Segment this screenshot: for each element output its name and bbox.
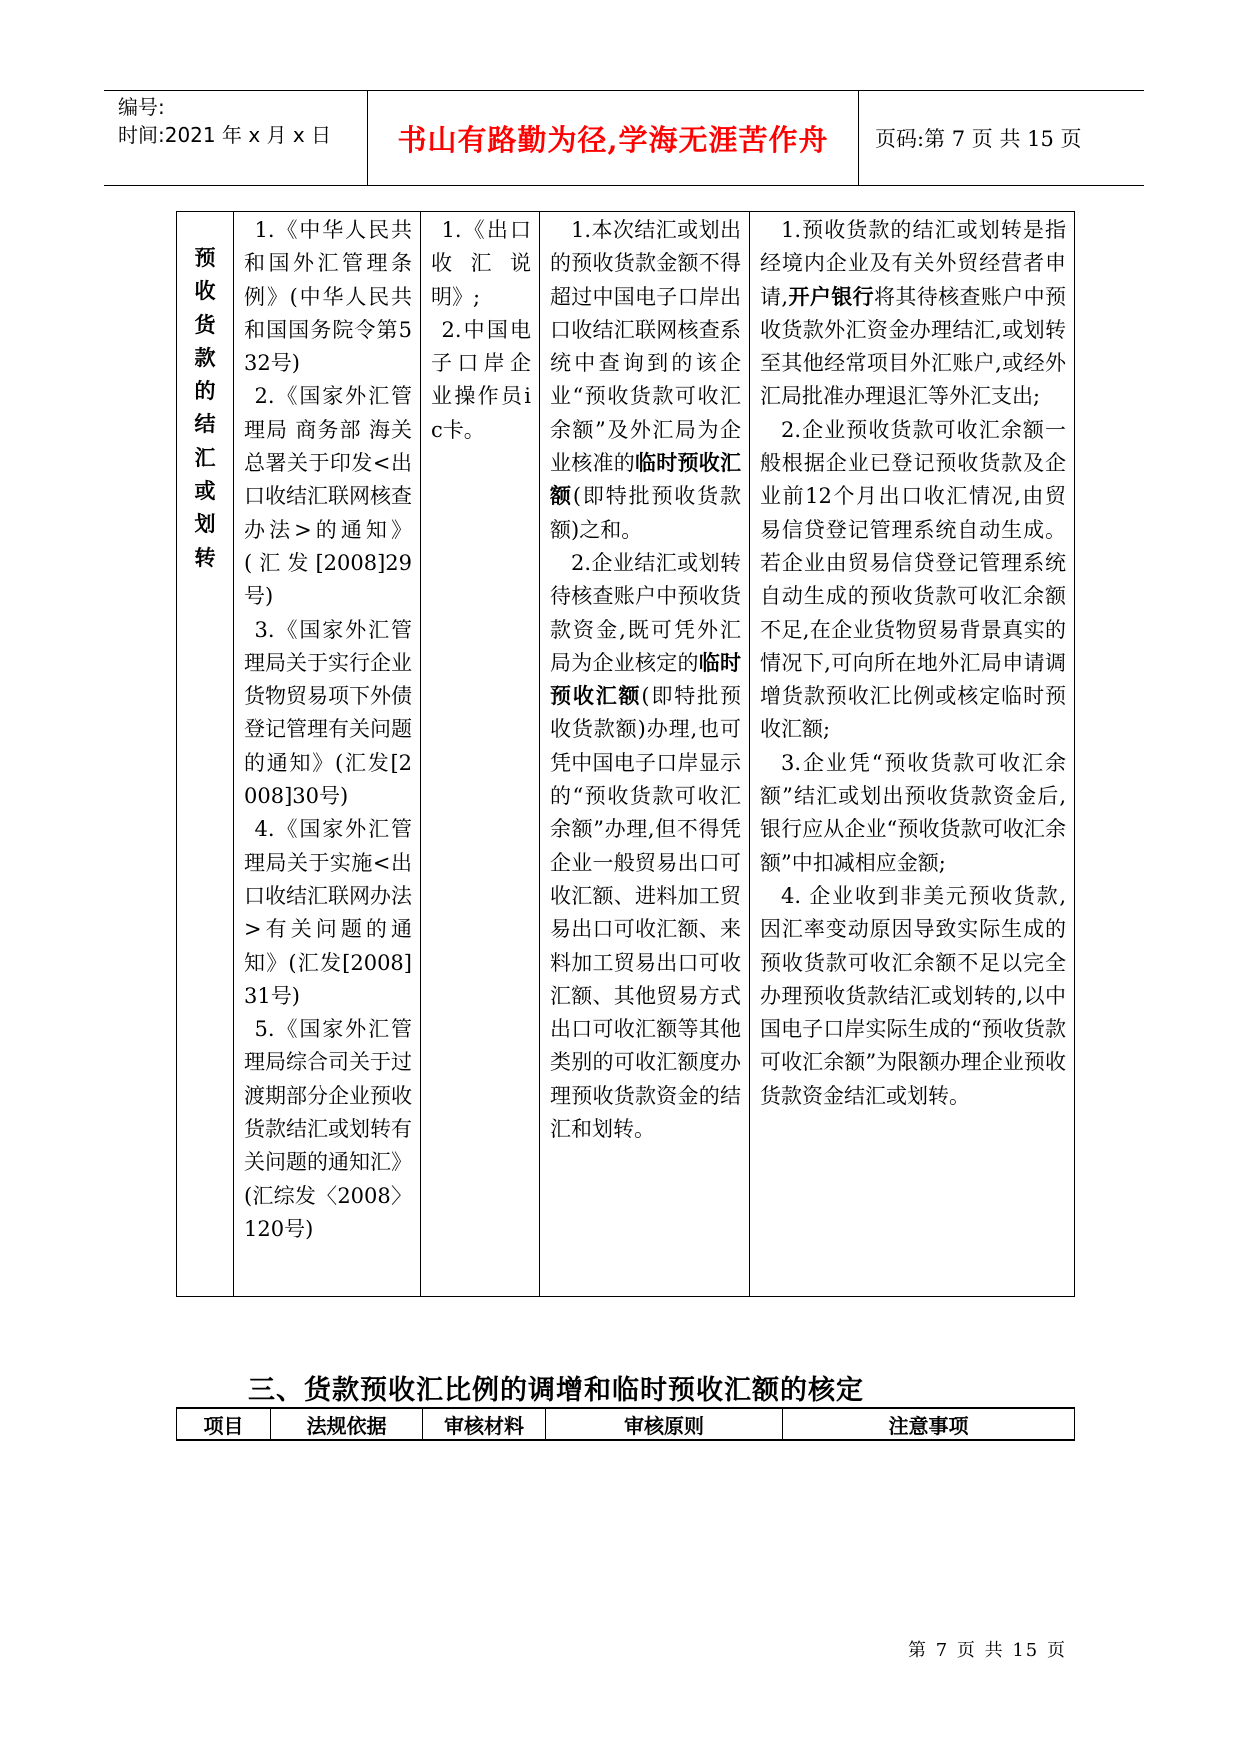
page-footer: 第 7 页 共 15 页 (908, 1640, 1067, 1661)
materials-cell (421, 212, 540, 1297)
regulation-item: 5.《国家外汇管理局综合司关于过渡期部分企业预收货款结汇或划转有关问题的通知汇》(汇综发〈2008〉120号) (244, 1017, 412, 1241)
column-header: 注意事项 (783, 1408, 1075, 1440)
principles-cell (540, 212, 750, 1297)
header-meta (104, 91, 368, 185)
category-char: 或 (194, 479, 216, 504)
principle-text: (即特批预收货款额)办理,也可凭中国电子口岸显示的“预收货款可收汇余额”办理,但不得凭企业一般贸易出口可收汇额、进料加工贸易出口可收汇额、来料加工贸易出口可收汇额、其他贸易方式出口可收汇额等其他类别的可收汇额度办理预收货款资金的结汇和划转。 (550, 684, 741, 1142)
category-char: 汇 (194, 445, 216, 470)
category-char: 的 (194, 379, 216, 404)
category-char: 转 (194, 545, 216, 570)
regulation-table (176, 211, 1075, 1297)
category-char: 收 (194, 279, 216, 304)
document-number-label: 编号: (118, 95, 165, 119)
note-text: 1.预收货款的结汇或划转是指经境内企业及有关外贸经营者申请, (760, 218, 1066, 309)
category-char: 划 (194, 512, 216, 537)
header-motto-cell (368, 91, 859, 185)
regulation-item: 4.《国家外汇管理局关于实施<出口收结汇联网办法>有关问题的通知》(汇发[2008]31号) (244, 817, 412, 1008)
header-motto: 书山有路勤为径,学海无涯苦作舟 (397, 122, 829, 157)
document-time-label: 时间:2021 年 x 月 x 日 (118, 123, 332, 147)
category-char: 货 (194, 312, 216, 337)
material-item: 2.中国电子口岸企业操作员ic卡。 (431, 317, 531, 442)
table-header-row (177, 1408, 1075, 1440)
notes-cell (750, 212, 1075, 1297)
principle-text: 1.本次结汇或划出的预收货款金额不得超过中国电子口岸出口收结汇联网核查系统中查询到的该企业“预收货款可收汇余额”及外汇局为企业核准的 (550, 218, 741, 476)
section3-table (176, 1407, 1075, 1441)
note-item (760, 214, 1066, 414)
regulation-item: 3.《国家外汇管理局关于实行企业货物贸易项下外债登记管理有关问题的通知》(汇发[2008]30号) (244, 617, 412, 809)
category-char: 结 (194, 412, 216, 437)
regulation-item: 2.《国家外汇管理局 商务部 海关总署关于印发<出口收结汇联网核查办法>的通知》(汇发[2008]29号) (244, 384, 412, 609)
category-char: 预 (194, 246, 216, 270)
regulation-item: 1.《中华人民共和国外汇管理条例》(中华人民共和国国务院令第532号) (244, 218, 412, 376)
column-header: 项目 (177, 1408, 271, 1440)
section-title: 三、货款预收汇比例的调增和临时预收汇额的核定 (248, 1375, 864, 1406)
column-header: 法规依据 (271, 1408, 423, 1440)
note-item: 4. 企业收到非美元预收货款,因汇率变动原因导致实际生成的预收货款可收汇余额不足以完全办理预收货款结汇或划转的,以中国电子口岸实际生成的“预收货款可收汇余额”为限额办理企业预收货款资金结汇或划转。 (760, 883, 1066, 1108)
category-char: 款 (194, 345, 216, 370)
principle-item (550, 214, 741, 547)
column-header: 审核材料 (423, 1408, 546, 1440)
note-bold-term: 开户银行 (788, 284, 874, 309)
note-item: 2.企业预收货款可收汇余额一般根据企业已登记预收货款及企业前12个月出口收汇情况,由贸易信贷登记管理系统自动生成。若企业由贸易信贷登记管理系统自动生成的预收货款可收汇余额不足,在企业货物贸易背景真实的情况下,可向所在地外汇局申请调增货款预收汇比例或核定临时预收汇额; (760, 417, 1066, 742)
column-header: 审核原则 (546, 1408, 783, 1440)
principle-bold-term: 临时预收汇额 (550, 650, 741, 709)
principle-text: 2.企业结汇或划转待核查账户中预收货款资金,既可凭外汇局为企业核定的 (550, 550, 741, 675)
regulations-cell (234, 212, 421, 1297)
principle-text: (即特批预收货款额)之和。 (550, 484, 741, 542)
principle-item (550, 547, 741, 1146)
header-page-label: 页码:第 7 页 共 15 页 (875, 127, 1082, 151)
note-text: 将其待核查账户中预收货款外汇资金办理结汇,或划转至其他经常项目外汇账户,或经外汇局批准办理退汇等外汇支出; (760, 284, 1067, 409)
table-row (177, 212, 1075, 1297)
page-header (104, 90, 1144, 186)
category-cell (177, 212, 234, 1297)
principle-bold-term: 临时预收汇额 (550, 451, 741, 509)
material-item: 1.《出口收汇说明》; (431, 218, 531, 309)
note-item: 3.企业凭“预收货款可收汇余额”结汇或划出预收货款资金后,银行应从企业“预收货款可收汇余额”中扣减相应金额; (760, 750, 1066, 875)
